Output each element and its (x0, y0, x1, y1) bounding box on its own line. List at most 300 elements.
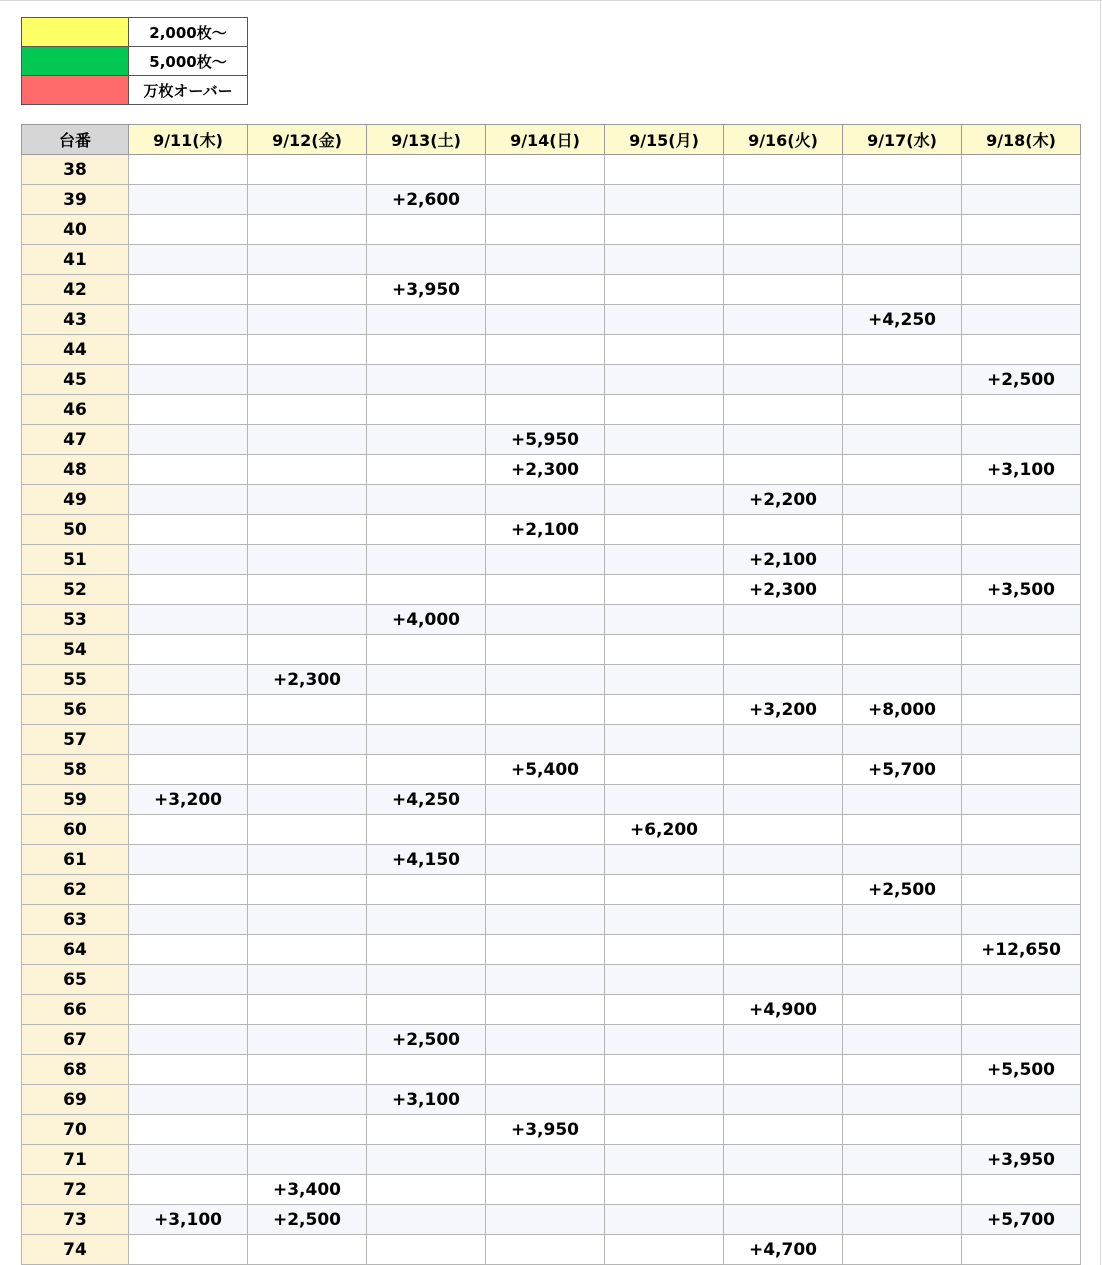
result-cell: +5,700 (962, 1205, 1081, 1235)
empty-cell (248, 995, 367, 1025)
empty-cell (486, 635, 605, 665)
table-row (22, 485, 1081, 515)
legend-row (22, 47, 248, 76)
empty-cell (962, 185, 1081, 215)
empty-cell (367, 335, 486, 365)
machine-number: 45 (22, 365, 129, 395)
table-header (22, 125, 1081, 155)
empty-cell (605, 1085, 724, 1115)
empty-cell (724, 1025, 843, 1055)
empty-cell (843, 815, 962, 845)
date-header: 9/14(日) (486, 125, 605, 155)
empty-cell (605, 875, 724, 905)
empty-cell (962, 395, 1081, 425)
empty-cell (605, 1055, 724, 1085)
empty-cell (724, 605, 843, 635)
empty-cell (962, 665, 1081, 695)
empty-cell (843, 1235, 962, 1265)
empty-cell (724, 185, 843, 215)
machine-number: 39 (22, 185, 129, 215)
machine-number: 46 (22, 395, 129, 425)
empty-cell (724, 665, 843, 695)
result-cell: +4,700 (724, 1235, 843, 1265)
table-row (22, 1055, 1081, 1085)
machine-number: 70 (22, 1115, 129, 1145)
empty-cell (605, 575, 724, 605)
empty-cell (367, 995, 486, 1025)
empty-cell (962, 605, 1081, 635)
empty-cell (129, 425, 248, 455)
empty-cell (367, 815, 486, 845)
machine-number: 74 (22, 1235, 129, 1265)
color-legend (21, 17, 248, 105)
table-row (22, 995, 1081, 1025)
result-cell: +2,600 (367, 185, 486, 215)
empty-cell (724, 1115, 843, 1145)
result-cell: +2,300 (248, 665, 367, 695)
machine-number: 66 (22, 995, 129, 1025)
empty-cell (605, 1235, 724, 1265)
empty-cell (367, 965, 486, 995)
empty-cell (962, 755, 1081, 785)
empty-cell (605, 335, 724, 365)
empty-cell (248, 425, 367, 455)
empty-cell (605, 395, 724, 425)
table-row (22, 155, 1081, 185)
table-row (22, 845, 1081, 875)
legend-swatch (22, 47, 129, 76)
empty-cell (843, 425, 962, 455)
machine-number: 71 (22, 1145, 129, 1175)
empty-cell (843, 1085, 962, 1115)
empty-cell (129, 665, 248, 695)
empty-cell (724, 635, 843, 665)
result-cell: +8,000 (843, 695, 962, 725)
table-row (22, 665, 1081, 695)
empty-cell (724, 845, 843, 875)
empty-cell (248, 455, 367, 485)
empty-cell (486, 905, 605, 935)
legend-label: 5,000枚～ (129, 47, 248, 76)
machine-number: 47 (22, 425, 129, 455)
empty-cell (486, 1025, 605, 1055)
result-cell: +3,950 (367, 275, 486, 305)
empty-cell (129, 1025, 248, 1055)
empty-cell (367, 875, 486, 905)
empty-cell (605, 1205, 724, 1235)
empty-cell (486, 785, 605, 815)
empty-cell (248, 1085, 367, 1115)
empty-cell (843, 725, 962, 755)
machine-number: 61 (22, 845, 129, 875)
empty-cell (843, 635, 962, 665)
table-row (22, 395, 1081, 425)
empty-cell (248, 1055, 367, 1085)
empty-cell (248, 725, 367, 755)
empty-cell (129, 215, 248, 245)
result-cell: +3,100 (129, 1205, 248, 1235)
empty-cell (962, 1235, 1081, 1265)
empty-cell (129, 605, 248, 635)
empty-cell (248, 275, 367, 305)
empty-cell (962, 725, 1081, 755)
result-cell: +3,500 (962, 575, 1081, 605)
machine-number: 41 (22, 245, 129, 275)
empty-cell (486, 605, 605, 635)
legend-swatch (22, 18, 129, 47)
empty-cell (486, 485, 605, 515)
empty-cell (843, 245, 962, 275)
empty-cell (248, 515, 367, 545)
empty-cell (843, 275, 962, 305)
date-header: 9/17(水) (843, 125, 962, 155)
empty-cell (843, 605, 962, 635)
empty-cell (724, 905, 843, 935)
empty-cell (486, 1235, 605, 1265)
empty-cell (843, 1205, 962, 1235)
empty-cell (129, 545, 248, 575)
empty-cell (605, 545, 724, 575)
empty-cell (367, 305, 486, 335)
result-cell: +3,950 (962, 1145, 1081, 1175)
empty-cell (605, 605, 724, 635)
empty-cell (129, 515, 248, 545)
empty-cell (129, 725, 248, 755)
table-row (22, 695, 1081, 725)
empty-cell (843, 665, 962, 695)
empty-cell (843, 1055, 962, 1085)
empty-cell (486, 1175, 605, 1205)
empty-cell (129, 875, 248, 905)
empty-cell (367, 665, 486, 695)
empty-cell (367, 755, 486, 785)
result-cell: +2,500 (248, 1205, 367, 1235)
empty-cell (486, 305, 605, 335)
result-cell: +2,200 (724, 485, 843, 515)
empty-cell (367, 1145, 486, 1175)
empty-cell (605, 365, 724, 395)
empty-cell (724, 965, 843, 995)
empty-cell (605, 425, 724, 455)
empty-cell (843, 455, 962, 485)
empty-cell (605, 155, 724, 185)
machine-number: 63 (22, 905, 129, 935)
machine-number: 52 (22, 575, 129, 605)
empty-cell (248, 305, 367, 335)
empty-cell (248, 185, 367, 215)
result-cell: +12,650 (962, 935, 1081, 965)
empty-cell (248, 245, 367, 275)
date-header: 9/11(木) (129, 125, 248, 155)
empty-cell (248, 335, 367, 365)
machine-number: 48 (22, 455, 129, 485)
empty-cell (248, 845, 367, 875)
empty-cell (129, 1145, 248, 1175)
empty-cell (367, 1055, 486, 1085)
empty-cell (129, 1175, 248, 1205)
empty-cell (724, 245, 843, 275)
empty-cell (605, 1145, 724, 1175)
empty-cell (367, 575, 486, 605)
empty-cell (605, 905, 724, 935)
machine-number: 58 (22, 755, 129, 785)
empty-cell (843, 1175, 962, 1205)
empty-cell (486, 335, 605, 365)
frame-top-border (0, 0, 1102, 1)
result-cell: +5,400 (486, 755, 605, 785)
table-row (22, 1085, 1081, 1115)
empty-cell (486, 875, 605, 905)
date-header: 9/16(火) (724, 125, 843, 155)
empty-cell (843, 995, 962, 1025)
empty-cell (486, 695, 605, 725)
empty-cell (724, 815, 843, 845)
empty-cell (605, 1115, 724, 1145)
empty-cell (605, 755, 724, 785)
result-cell: +2,100 (486, 515, 605, 545)
empty-cell (843, 965, 962, 995)
empty-cell (248, 815, 367, 845)
empty-cell (248, 905, 367, 935)
empty-cell (486, 395, 605, 425)
empty-cell (248, 1115, 367, 1145)
table-row (22, 605, 1081, 635)
empty-cell (486, 155, 605, 185)
empty-cell (129, 485, 248, 515)
empty-cell (367, 935, 486, 965)
empty-cell (605, 1025, 724, 1055)
machine-number: 73 (22, 1205, 129, 1235)
machine-number: 55 (22, 665, 129, 695)
empty-cell (724, 755, 843, 785)
empty-cell (486, 995, 605, 1025)
table-row (22, 1145, 1081, 1175)
table-row (22, 275, 1081, 305)
empty-cell (605, 275, 724, 305)
date-header: 9/18(木) (962, 125, 1081, 155)
empty-cell (605, 845, 724, 875)
legend-row (22, 18, 248, 47)
legend-label: 2,000枚～ (129, 18, 248, 47)
empty-cell (724, 1145, 843, 1175)
empty-cell (605, 305, 724, 335)
empty-cell (843, 935, 962, 965)
empty-cell (248, 395, 367, 425)
empty-cell (962, 245, 1081, 275)
empty-cell (605, 515, 724, 545)
empty-cell (129, 905, 248, 935)
empty-cell (129, 755, 248, 785)
empty-cell (724, 155, 843, 185)
header-row (22, 125, 1081, 155)
empty-cell (724, 395, 843, 425)
empty-cell (248, 575, 367, 605)
table-row (22, 725, 1081, 755)
empty-cell (962, 1085, 1081, 1115)
table-row (22, 185, 1081, 215)
table-row (22, 455, 1081, 485)
empty-cell (843, 845, 962, 875)
empty-cell (248, 485, 367, 515)
empty-cell (724, 215, 843, 245)
date-header: 9/13(土) (367, 125, 486, 155)
empty-cell (486, 935, 605, 965)
table-row (22, 305, 1081, 335)
result-cell: +2,500 (843, 875, 962, 905)
machine-number: 67 (22, 1025, 129, 1055)
empty-cell (843, 515, 962, 545)
table-row (22, 545, 1081, 575)
empty-cell (843, 185, 962, 215)
machine-number: 57 (22, 725, 129, 755)
result-cell: +3,400 (248, 1175, 367, 1205)
result-cell: +6,200 (605, 815, 724, 845)
empty-cell (248, 935, 367, 965)
empty-cell (129, 335, 248, 365)
machine-number: 50 (22, 515, 129, 545)
empty-cell (724, 1085, 843, 1115)
empty-cell (962, 695, 1081, 725)
result-cell: +4,150 (367, 845, 486, 875)
empty-cell (129, 1055, 248, 1085)
empty-cell (962, 515, 1081, 545)
empty-cell (367, 155, 486, 185)
machine-number: 62 (22, 875, 129, 905)
empty-cell (605, 245, 724, 275)
empty-cell (605, 695, 724, 725)
empty-cell (962, 305, 1081, 335)
table-row (22, 935, 1081, 965)
empty-cell (962, 965, 1081, 995)
empty-cell (248, 605, 367, 635)
empty-cell (962, 275, 1081, 305)
legend-swatch (22, 76, 129, 105)
empty-cell (843, 335, 962, 365)
result-cell: +3,100 (962, 455, 1081, 485)
machine-number: 38 (22, 155, 129, 185)
empty-cell (486, 245, 605, 275)
empty-cell (367, 1175, 486, 1205)
empty-cell (962, 815, 1081, 845)
empty-cell (843, 575, 962, 605)
empty-cell (367, 395, 486, 425)
empty-cell (129, 635, 248, 665)
empty-cell (367, 365, 486, 395)
empty-cell (367, 245, 486, 275)
table-row (22, 515, 1081, 545)
table-row (22, 635, 1081, 665)
machine-number: 43 (22, 305, 129, 335)
empty-cell (843, 395, 962, 425)
empty-cell (367, 635, 486, 665)
empty-cell (248, 755, 367, 785)
result-cell: +3,100 (367, 1085, 486, 1115)
empty-cell (486, 815, 605, 845)
empty-cell (248, 635, 367, 665)
empty-cell (605, 1175, 724, 1205)
machine-number: 56 (22, 695, 129, 725)
empty-cell (248, 965, 367, 995)
empty-cell (129, 155, 248, 185)
empty-cell (129, 275, 248, 305)
empty-cell (724, 725, 843, 755)
result-cell: +3,200 (724, 695, 843, 725)
empty-cell (129, 845, 248, 875)
empty-cell (248, 365, 367, 395)
empty-cell (129, 1235, 248, 1265)
empty-cell (962, 425, 1081, 455)
empty-cell (129, 395, 248, 425)
empty-cell (962, 905, 1081, 935)
empty-cell (129, 185, 248, 215)
empty-cell (962, 995, 1081, 1025)
result-cell: +3,950 (486, 1115, 605, 1145)
empty-cell (724, 1055, 843, 1085)
machine-number: 64 (22, 935, 129, 965)
machine-number: 72 (22, 1175, 129, 1205)
table-row (22, 425, 1081, 455)
result-cell: +2,300 (486, 455, 605, 485)
empty-cell (962, 875, 1081, 905)
empty-cell (605, 935, 724, 965)
machine-number-header: 台番 (22, 125, 129, 155)
table-row (22, 215, 1081, 245)
empty-cell (605, 785, 724, 815)
empty-cell (724, 1205, 843, 1235)
machine-number: 69 (22, 1085, 129, 1115)
table-row (22, 785, 1081, 815)
empty-cell (962, 635, 1081, 665)
empty-cell (962, 845, 1081, 875)
machine-number: 51 (22, 545, 129, 575)
legend-label: 万枚オーバー (129, 76, 248, 105)
empty-cell (843, 215, 962, 245)
machine-number: 68 (22, 1055, 129, 1085)
empty-cell (486, 665, 605, 695)
empty-cell (724, 425, 843, 455)
table-row (22, 755, 1081, 785)
result-cell: +2,500 (367, 1025, 486, 1055)
empty-cell (367, 425, 486, 455)
empty-cell (843, 485, 962, 515)
empty-cell (605, 665, 724, 695)
empty-cell (129, 1115, 248, 1145)
machine-number: 40 (22, 215, 129, 245)
machine-number: 54 (22, 635, 129, 665)
table-row (22, 1025, 1081, 1055)
empty-cell (724, 275, 843, 305)
empty-cell (962, 545, 1081, 575)
result-cell: +5,700 (843, 755, 962, 785)
empty-cell (486, 845, 605, 875)
empty-cell (843, 155, 962, 185)
empty-cell (248, 695, 367, 725)
empty-cell (367, 725, 486, 755)
empty-cell (248, 875, 367, 905)
empty-cell (129, 815, 248, 845)
empty-cell (724, 935, 843, 965)
empty-cell (486, 185, 605, 215)
empty-cell (724, 515, 843, 545)
empty-cell (486, 275, 605, 305)
table-row (22, 1205, 1081, 1235)
empty-cell (843, 1025, 962, 1055)
empty-cell (486, 1085, 605, 1115)
empty-cell (724, 335, 843, 365)
empty-cell (486, 1055, 605, 1085)
result-cell: +5,950 (486, 425, 605, 455)
empty-cell (962, 335, 1081, 365)
